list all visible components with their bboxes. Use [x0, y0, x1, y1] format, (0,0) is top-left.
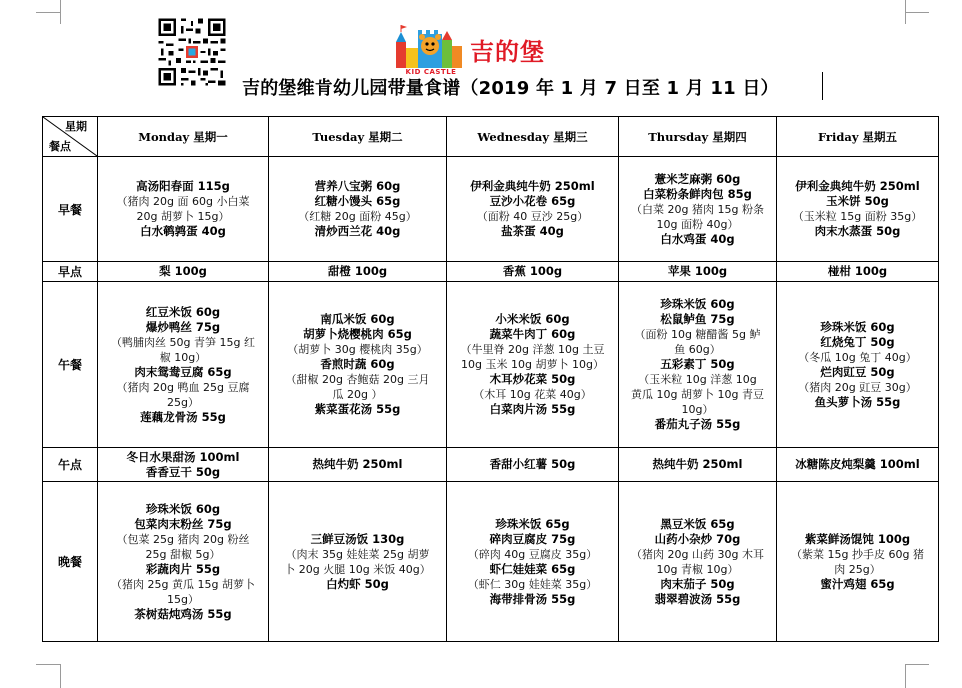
- dish-line: 珍珠米饭 60g: [145, 501, 221, 516]
- dish-line: 珍珠米饭 65g: [495, 516, 570, 531]
- menu-cell-content: [100, 264, 266, 279]
- menu-cell: [98, 157, 269, 262]
- menu-cell: [98, 482, 269, 642]
- dish-line: 肉末茄子 50g: [660, 576, 735, 591]
- dish-line: 碎肉豆腐皮 75g: [489, 531, 576, 546]
- ingredient-line: 肉 25g）: [834, 562, 881, 576]
- menu-cell-content: [449, 457, 616, 472]
- crop-mark: [60, 0, 61, 24]
- ingredient-line: （牛里脊 20g 洋葱 10g 土豆: [460, 343, 605, 357]
- menu-cell-content: [779, 457, 936, 472]
- dish-line: 热纯牛奶 250ml: [312, 457, 403, 472]
- crop-mark: [36, 664, 60, 665]
- menu-cell-content: [449, 264, 616, 279]
- ingredient-line: 10g 青椒 10g）: [656, 562, 739, 576]
- dish-line: 爆炒鸭丝 75g: [145, 319, 221, 334]
- day-header: Friday 星期五: [777, 117, 939, 157]
- menu-cell: [619, 482, 777, 642]
- ingredient-line: （虾仁 30g 娃娃菜 35g）: [467, 577, 598, 591]
- ingredient-line: （肉末 35g 娃娃菜 25g 胡萝: [285, 547, 430, 561]
- menu-cell-content: [271, 179, 444, 239]
- menu-cell-content: [779, 320, 936, 410]
- menu-cell: [619, 282, 777, 448]
- dish-line: 苹果 100g: [667, 264, 728, 279]
- meal-label: 午餐: [43, 282, 98, 448]
- page-title: 吉的堡维肯幼儿园带量食谱（2019 年 1 月 7 日至 1 月 11 日）: [242, 78, 779, 99]
- menu-cell-content: [449, 517, 616, 607]
- dish-line: 冰糖陈皮炖梨羹 100ml: [795, 457, 920, 472]
- menu-cell-content: [100, 450, 266, 480]
- meal-row-afternoon-snack: [43, 447, 939, 481]
- logo-english-name: KID CASTLE: [405, 68, 457, 76]
- crop-mark: [36, 12, 60, 13]
- menu-cell-content: [621, 457, 774, 472]
- menu-cell: [777, 282, 939, 448]
- dish-line: 红烧兔丁 50g: [820, 334, 895, 349]
- menu-cell-content: [621, 297, 774, 432]
- ingredient-line: （面粉 40 豆沙 25g）: [476, 210, 589, 224]
- menu-cell: [269, 157, 447, 262]
- logo-chinese-name: 吉的堡: [470, 37, 545, 66]
- dish-line: 豆沙小花卷 65g: [489, 194, 576, 209]
- text-cursor: [822, 72, 823, 100]
- meal-row-morning-snack: [43, 262, 939, 282]
- dish-line: 莲藕龙骨汤 55g: [140, 409, 226, 424]
- menu-cell: [98, 262, 269, 282]
- dish-line: 虾仁娃娃菜 65g: [489, 561, 576, 576]
- crop-mark: [905, 0, 906, 24]
- dish-line: 清炒西兰花 40g: [314, 224, 401, 239]
- crop-mark: [60, 664, 61, 688]
- dish-line: 蜜汁鸡翅 65g: [820, 576, 895, 591]
- dish-line: 白水鸡蛋 40g: [660, 231, 735, 246]
- dish-line: 肉末水蒸蛋 50g: [814, 224, 901, 239]
- dish-line: 紫菜蛋花汤 55g: [314, 402, 401, 417]
- dish-line: 黑豆米饭 65g: [660, 516, 735, 531]
- dish-line: 香蕉 100g: [502, 264, 563, 279]
- corner-cell: [43, 117, 98, 157]
- menu-cell: [777, 157, 939, 262]
- dish-line: 红糖小馒头 65g: [314, 194, 401, 209]
- ingredient-line: （冬瓜 10g 兔丁 40g）: [798, 350, 917, 364]
- ingredient-line: （红糖 20g 面粉 45g）: [298, 210, 417, 224]
- menu-cell: [98, 282, 269, 448]
- menu-cell-content: [271, 312, 444, 417]
- menu-cell: [269, 447, 447, 481]
- menu-cell-content: [779, 264, 936, 279]
- menu-cell: [619, 157, 777, 262]
- dish-line: 三鲜豆汤饭 130g: [310, 531, 405, 546]
- menu-cell-content: [779, 179, 936, 239]
- ingredient-line: （碎肉 40g 豆腐皮 35g）: [467, 547, 598, 561]
- ingredient-line: （玉米粒 10g 洋葱 10g: [638, 373, 757, 387]
- dish-line: 椪柑 100g: [827, 264, 888, 279]
- dish-line: 玉米饼 50g: [826, 194, 889, 209]
- ingredient-line: 10g 玉米 10g 胡萝卜 10g）: [461, 358, 604, 372]
- menu-cell: [447, 447, 619, 481]
- dish-line: 白菜肉片汤 55g: [489, 402, 576, 417]
- menu-cell-content: [100, 502, 266, 622]
- dish-line: 烂肉豇豆 50g: [820, 364, 895, 379]
- dish-line: 伊利金典纯牛奶 250ml: [470, 179, 595, 194]
- dish-line: 胡萝卜烧樱桃肉 65g: [303, 327, 412, 342]
- ingredient-line: 20g 胡萝卜 15g）: [136, 210, 230, 224]
- dish-line: 盐茶蛋 40g: [501, 224, 564, 239]
- menu-cell: [447, 282, 619, 448]
- dish-line: 珍珠米饭 60g: [660, 297, 735, 312]
- dish-line: 伊利金典纯牛奶 250ml: [795, 179, 920, 194]
- ingredient-line: 卜 20g 火腿 10g 米饭 40g）: [284, 562, 431, 576]
- day-header: Monday 星期一: [98, 117, 269, 157]
- dish-line: 高汤阳春面 115g: [136, 179, 230, 194]
- dish-line: 鱼头萝卜汤 55g: [814, 394, 901, 409]
- dish-line: 营养八宝粥 60g: [314, 179, 401, 194]
- ingredient-line: （猪肉 20g 豇豆 30g）: [798, 380, 917, 394]
- meal-row-breakfast: [43, 157, 939, 262]
- dish-line: 彩蔬肉片 55g: [145, 561, 221, 576]
- day-header: Thursday 星期四: [619, 117, 777, 157]
- weekly-menu-table: [42, 116, 939, 642]
- ingredient-line: （玉米粒 15g 面粉 35g）: [792, 210, 923, 224]
- menu-cell-content: [621, 517, 774, 607]
- ingredient-line: （猪肉 20g 面 60g 小白菜: [116, 195, 250, 209]
- menu-cell-content: [449, 179, 616, 239]
- dish-line: 白灼虾 50g: [326, 576, 389, 591]
- menu-cell-content: [100, 179, 266, 239]
- dish-line: 南瓜米饭 60g: [320, 312, 395, 327]
- ingredient-line: （猪肉 20g 鸭血 25g 豆腐: [116, 380, 250, 394]
- dish-line: 番茄丸子汤 55g: [654, 417, 741, 432]
- menu-cell: [269, 262, 447, 282]
- ingredient-line: （木耳 10g 花菜 40g）: [473, 388, 592, 402]
- menu-cell: [98, 447, 269, 481]
- ingredient-line: （面粉 10g 糖醋酱 5g 鲈: [634, 328, 761, 342]
- meal-label: 晚餐: [43, 482, 98, 642]
- crop-mark: [905, 664, 906, 688]
- ingredient-line: （甜椒 20g 杏鲍菇 20g 三月: [285, 373, 430, 387]
- dish-line: 紫菜鲜汤馄饨 100g: [804, 531, 911, 546]
- day-header: Wednesday 星期三: [447, 117, 619, 157]
- menu-cell: [269, 282, 447, 448]
- ingredient-line: 瓜 20g ）: [332, 388, 383, 402]
- menu-cell-content: [271, 532, 444, 592]
- crop-mark: [905, 664, 929, 665]
- menu-cell: [777, 482, 939, 642]
- dish-line: 翡翠碧波汤 55g: [654, 591, 741, 606]
- meal-label: 午点: [43, 447, 98, 481]
- kid-castle-logo-icon: [394, 22, 464, 70]
- menu-cell: [269, 482, 447, 642]
- menu-cell: [447, 482, 619, 642]
- dish-line: 冬日水果甜汤 100ml: [126, 449, 240, 464]
- ingredient-line: （白菜 20g 猪肉 15g 粉条: [631, 202, 764, 216]
- ingredient-line: 10g 面粉 40g）: [656, 217, 739, 231]
- dish-line: 茶树菇炖鸡汤 55g: [134, 606, 232, 621]
- day-header: Tuesday 星期二: [269, 117, 447, 157]
- meal-row-lunch: [43, 282, 939, 448]
- qr-code-icon: [156, 16, 228, 88]
- dish-line: 木耳炒花菜 50g: [489, 372, 576, 387]
- meal-row-dinner: [43, 482, 939, 642]
- menu-cell-content: [271, 457, 444, 472]
- ingredient-line: （猪肉 20g 山药 30g 木耳: [631, 547, 764, 561]
- dish-line: 五彩素丁 50g: [660, 357, 735, 372]
- corner-weekday-label: 星期: [65, 120, 87, 133]
- ingredient-line: （猪肉 25g 黄瓜 15g 胡萝卜: [111, 577, 255, 591]
- dish-line: 白水鹌鹑蛋 40g: [140, 224, 226, 239]
- ingredient-line: （包菜 25g 猪肉 20g 粉丝: [116, 532, 250, 546]
- ingredient-line: （胡萝卜 30g 樱桃肉 35g）: [287, 343, 428, 357]
- dish-line: 松鼠鲈鱼 75g: [660, 312, 735, 327]
- dish-line: 海带排骨汤 55g: [489, 591, 576, 606]
- ingredient-line: 黄瓜 10g 胡萝卜 10g 青豆: [631, 388, 764, 402]
- menu-cell-content: [621, 264, 774, 279]
- dish-line: 热纯牛奶 250ml: [652, 457, 743, 472]
- ingredient-line: 椒 10g）: [159, 350, 207, 364]
- dish-line: 薏米芝麻粥 60g: [654, 171, 741, 186]
- dish-line: 梨 100g: [159, 264, 207, 279]
- menu-cell-content: [100, 305, 266, 425]
- dish-line: 香香豆干 50g: [145, 464, 221, 479]
- menu-cell-content: [449, 312, 616, 417]
- dish-line: 香甜小红薯 50g: [489, 457, 576, 472]
- dish-line: 红豆米饭 60g: [145, 304, 221, 319]
- dish-line: 包菜肉末粉丝 75g: [134, 516, 232, 531]
- ingredient-line: 25g 甜椒 5g）: [145, 547, 221, 561]
- menu-cell: [619, 262, 777, 282]
- dish-line: 香煎时蔬 60g: [320, 357, 395, 372]
- dish-line: 白菜粉条鲜肉包 85g: [643, 186, 752, 201]
- ingredient-line: 鱼 60g）: [674, 343, 721, 357]
- ingredient-line: 10g）: [681, 403, 714, 417]
- ingredient-line: （紫菜 15g 抄手皮 60g 猪: [791, 547, 924, 561]
- dish-line: 甜橙 100g: [327, 264, 388, 279]
- menu-cell: [447, 157, 619, 262]
- menu-cell: [619, 447, 777, 481]
- meal-label: 早点: [43, 262, 98, 282]
- crop-mark: [905, 12, 929, 13]
- menu-cell: [777, 262, 939, 282]
- ingredient-line: 15g）: [167, 592, 199, 606]
- menu-cell-content: [621, 172, 774, 247]
- menu-cell-content: [779, 532, 936, 592]
- menu-cell: [777, 447, 939, 481]
- menu-cell: [447, 262, 619, 282]
- table-header-row: [43, 117, 939, 157]
- dish-line: 小米米饭 60g: [495, 312, 570, 327]
- menu-cell-content: [271, 264, 444, 279]
- dish-line: 山药小杂炒 70g: [654, 531, 741, 546]
- meal-label: 早餐: [43, 157, 98, 262]
- ingredient-line: 25g）: [167, 395, 199, 409]
- dish-line: 蔬菜牛肉丁 60g: [489, 327, 576, 342]
- dish-line: 珍珠米饭 60g: [820, 319, 895, 334]
- corner-meal-label: 餐点: [49, 140, 71, 153]
- dish-line: 肉末鸳鸯豆腐 65g: [134, 364, 232, 379]
- ingredient-line: （鸭脯肉丝 50g 青笋 15g 红: [111, 335, 255, 349]
